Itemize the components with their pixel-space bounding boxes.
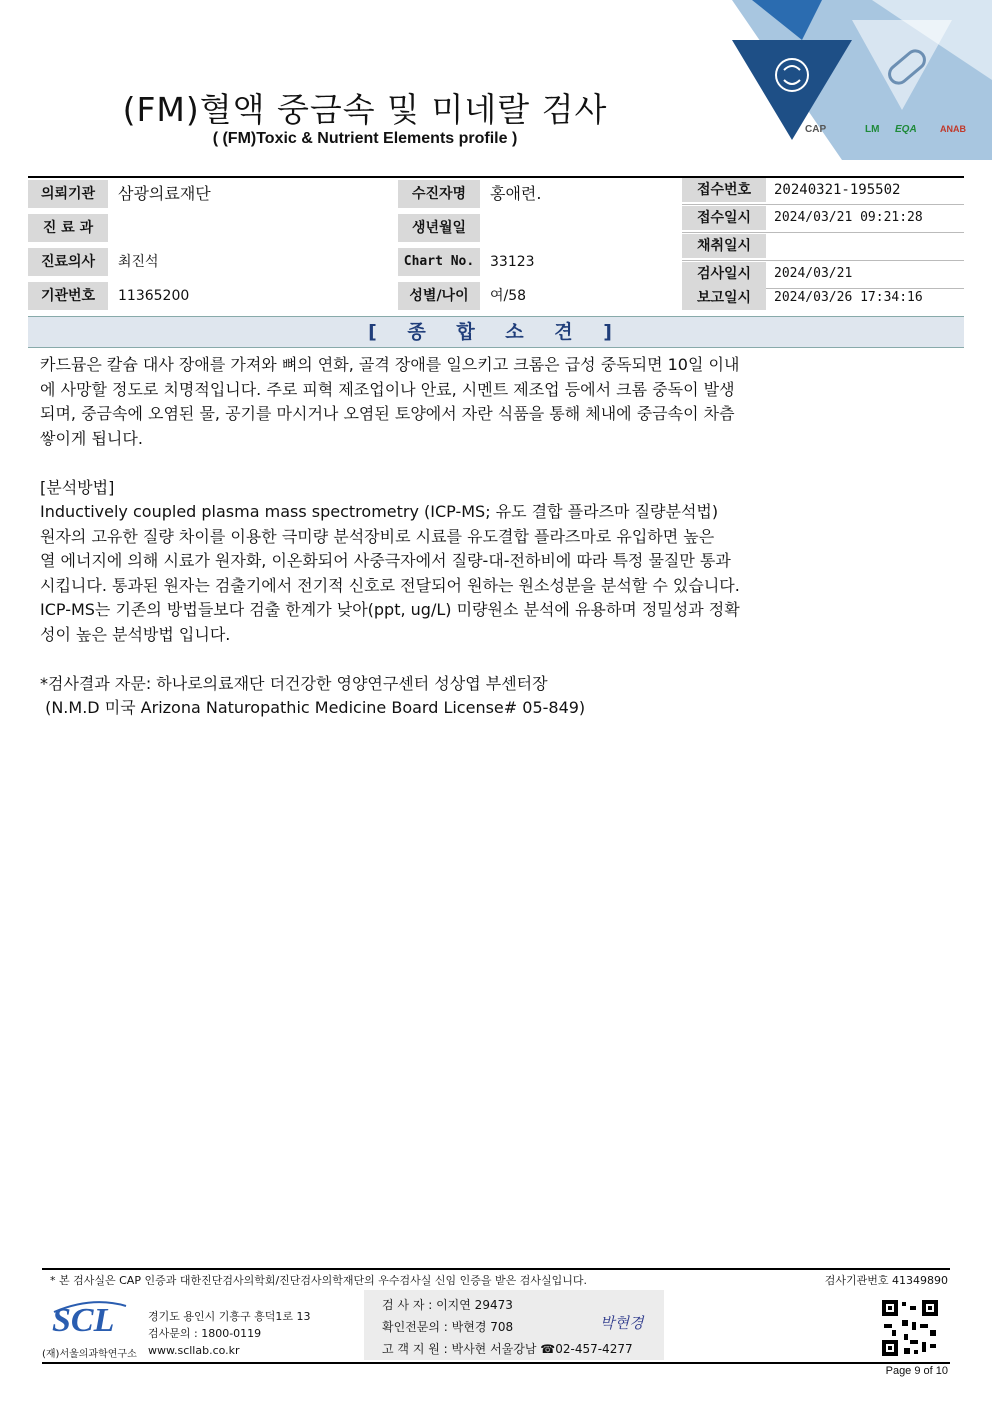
info-value: 33123 <box>490 254 535 270</box>
patient-info-table <box>28 176 964 311</box>
anab-logo: ANAB <box>940 124 966 134</box>
summary-line: [분석방법] <box>40 477 115 497</box>
summary-line: 쌓이게 됩니다. <box>40 428 143 448</box>
summary-line: (N.M.D 미국 Arizona Naturopathic Medicine Board License# 05-849) <box>40 698 586 717</box>
scl-swoosh-icon <box>52 1300 128 1314</box>
summary-line: ICP-MS는 기존의 방법들보다 검출 한계가 낮아(ppt, ug/L) 미량원소 분석에 유용하며 정밀성과 정확 <box>40 600 740 619</box>
staff-label: 확인전문의 : <box>382 1320 448 1334</box>
info-label: 생년월일 <box>398 214 480 242</box>
staff-value: 박현경 708 <box>451 1320 514 1334</box>
info-label: 성별/나이 <box>398 282 480 310</box>
info-label: 접수일시 <box>682 206 766 230</box>
summary-line: 원자의 고유한 질량 차이를 이용한 극미량 분석장비로 시료를 유도결합 플라즈마로 유입하면 높은 <box>40 526 715 546</box>
page-number: Page 9 of 10 <box>885 1365 948 1377</box>
signature: 박현경 <box>600 1314 644 1332</box>
phone: 검사문의 : 1800-0119 <box>148 1327 262 1340</box>
footer-divider <box>42 1268 950 1270</box>
summary-heading: [ 종 합 소 견 ] <box>28 316 964 348</box>
summary-line: 카드뮴은 칼슘 대사 장애를 가져와 뼈의 연화, 골격 장애를 일으키고 크롬은 급성 중독되면 10일 이내 <box>40 355 740 374</box>
info-label: 채취일시 <box>682 234 766 258</box>
certification-logos <box>795 118 970 154</box>
info-value <box>112 214 388 242</box>
staff-label: 고 객 지 원 : <box>382 1342 448 1356</box>
info-label: 보고일시 <box>682 286 766 310</box>
summary-line: 열 에너지에 의해 시료가 원자화, 이온화되어 사중극자에서 질량-대-전하비에 따라 특정 물질만 통과 <box>40 551 731 570</box>
info-value <box>484 214 680 242</box>
info-value: 2024/03/26 17:34:16 <box>774 290 923 305</box>
page-title: (FM)혈액 중금속 및 미네랄 검사 <box>122 90 608 129</box>
info-value: 최진석 <box>118 254 159 270</box>
info-value: 여/58 <box>490 288 527 304</box>
info-label: 수진자명 <box>398 180 480 208</box>
summary-line: *검사결과 자문: 하나로의료재단 더건강한 영양연구센터 성상엽 부센터장 <box>40 673 548 693</box>
info-label: 진료의사 <box>28 248 108 276</box>
info-label: 접수번호 <box>682 178 766 202</box>
contact-info <box>148 1308 311 1359</box>
staff-value: 이지연 29473 <box>436 1298 513 1312</box>
eqa-logo: EQA <box>895 124 917 135</box>
scl-logo: SCL <box>52 1302 115 1339</box>
staff-label: 검 사 자 : <box>382 1298 433 1312</box>
certification-note: * 본 검사실은 CAP 인증과 대한진단검사의학회/진단검사의학재단의 우수검사실 신임 인증을 받은 검사실입니다. <box>50 1274 588 1287</box>
qr-code-icon <box>882 1300 938 1356</box>
info-value <box>768 234 964 258</box>
summary-line: Inductively coupled plasma mass spectrometry (ICP-MS; 유도 결합 플라즈마 질량분석법) <box>40 502 719 521</box>
summary-line: 되며, 중금속에 오염된 물, 공기를 마시거나 오염된 토양에서 자란 식품을 통해 체내에 중금속이 차츰 <box>40 404 735 423</box>
info-value: 11365200 <box>118 288 190 304</box>
org-name: (재)서울의과학연구소 <box>42 1349 137 1360</box>
institution-number: 검사기관번호 41349890 <box>824 1274 948 1287</box>
summary-line: 성이 높은 분석방법 입니다. <box>40 624 231 644</box>
info-label: 검사일시 <box>682 262 766 286</box>
page-subtitle: ( (FM)Toxic & Nutrient Elements profile ) <box>212 130 518 147</box>
lm-logo: LM <box>865 124 880 135</box>
summary-line: 에 사망할 정도로 치명적입니다. 주로 피혁 제조업이나 안료, 시멘트 제조업 등에서 크롬 중독이 발생 <box>40 379 735 399</box>
staff-value: 박사현 서울강남 ☎02-457-4277 <box>451 1342 633 1356</box>
info-label: 의뢰기관 <box>28 180 108 208</box>
cap-logo: CAP <box>805 124 827 135</box>
info-value: 2024/03/21 09:21:28 <box>774 210 923 225</box>
info-label: Chart No. <box>398 248 480 276</box>
info-value: 20240321-195502 <box>774 182 901 198</box>
website-link[interactable]: www.scllab.co.kr <box>148 1344 240 1357</box>
summary-body <box>40 353 890 721</box>
info-label: 진 료 과 <box>28 214 108 242</box>
summary-line: 시킵니다. 통과된 원자는 검출기에서 전기적 신호로 전달되어 원하는 원소성분을 분석할 수 있습니다. <box>40 575 740 595</box>
info-value: 삼광의료재단 <box>118 184 211 203</box>
info-value: 2024/03/21 <box>774 266 853 281</box>
info-value: 홍애련. <box>490 184 542 203</box>
address: 경기도 용인시 기흥구 흥덕1로 13 <box>148 1310 311 1323</box>
info-label: 기관번호 <box>28 282 108 310</box>
